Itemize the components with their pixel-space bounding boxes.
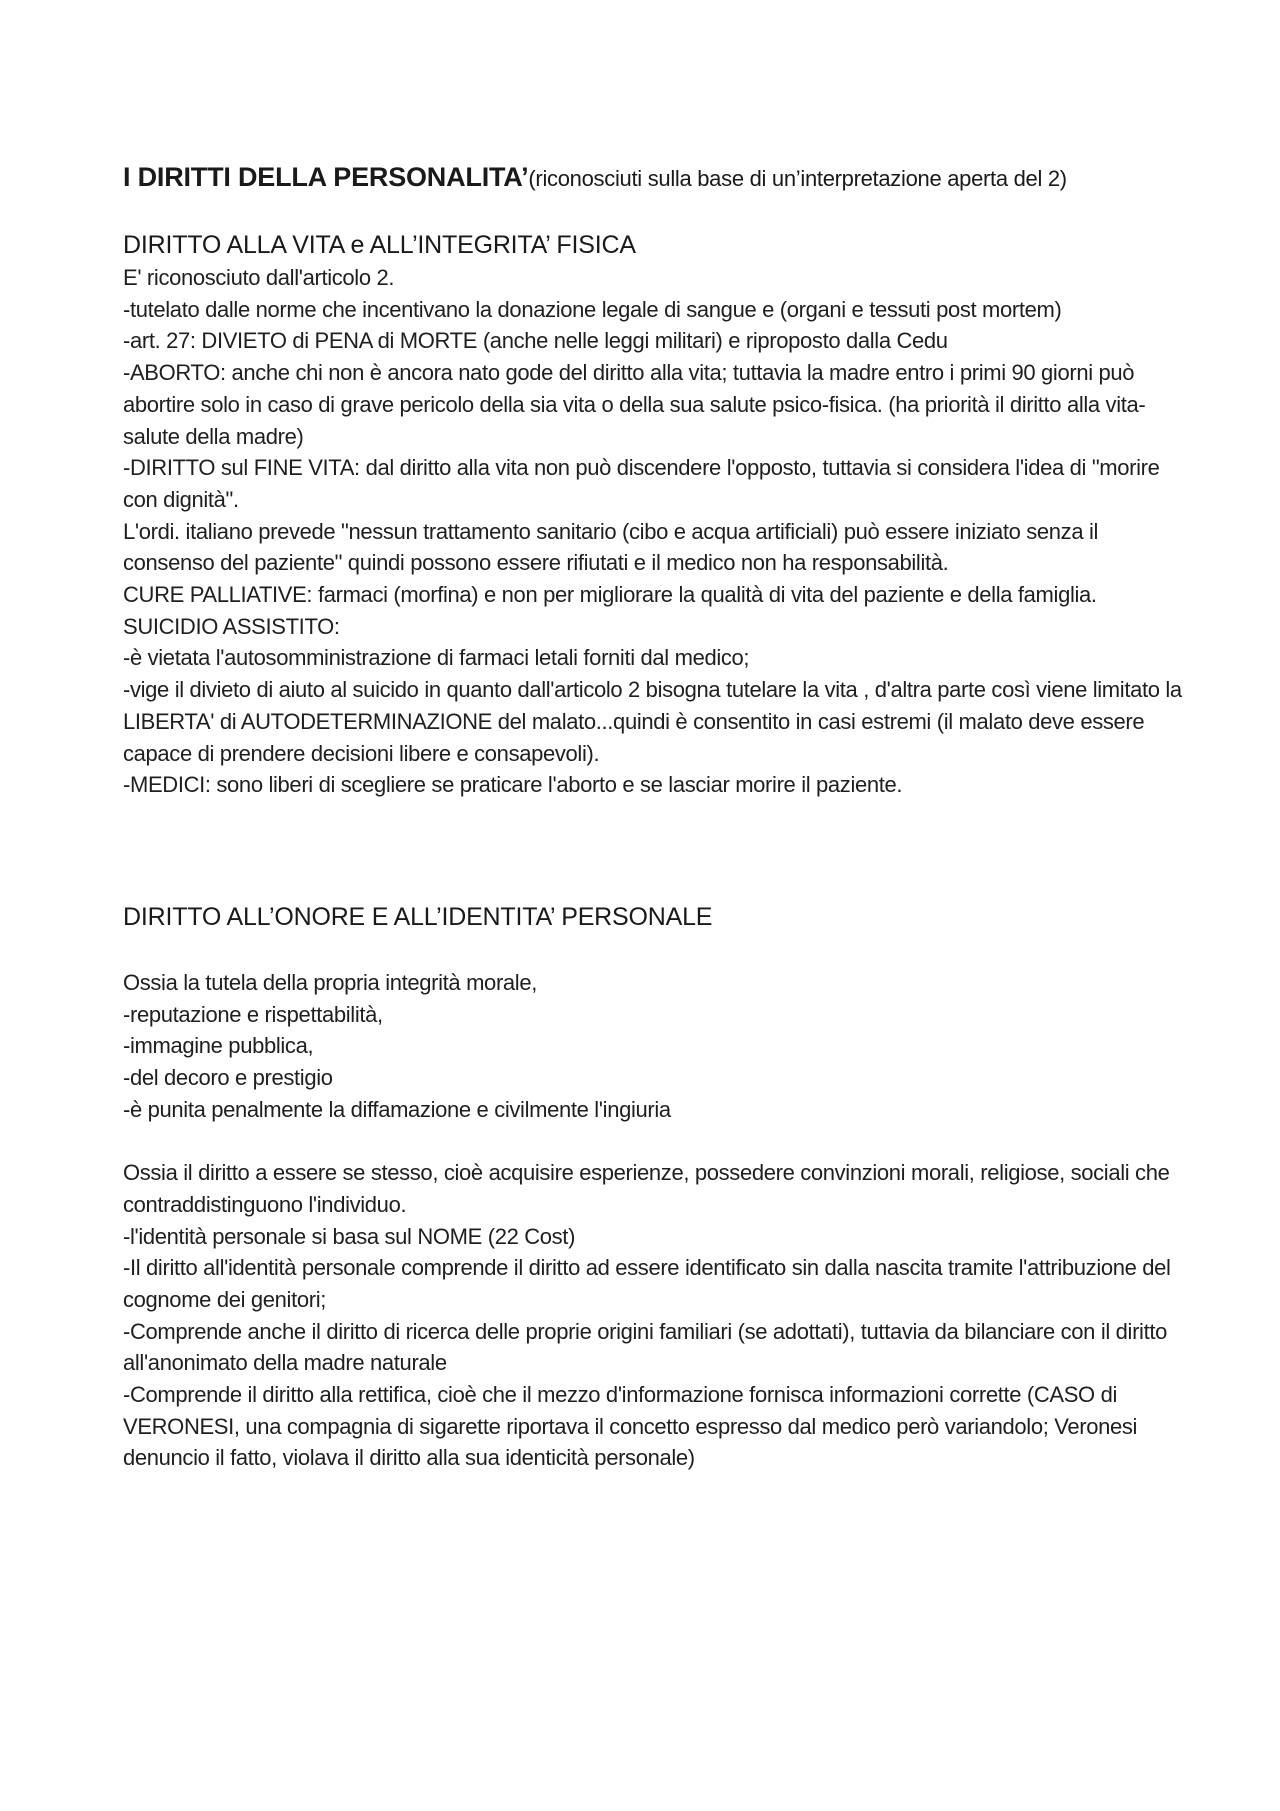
honor-block [123, 967, 1183, 1126]
section-honor-identity [123, 900, 1183, 1474]
paragraph: E' riconosciuto dall'articolo 2. [123, 265, 395, 290]
paragraph: -del decoro e prestigio [123, 1065, 333, 1091]
identity-block [123, 1157, 1183, 1474]
title-main: I DIRITTI DELLA PERSONALITA’ [123, 162, 529, 192]
paragraph: L'ordi. italiano prevede "nessun trattamento sanitario (cibo e acqua artificiali) può essere iniziato senza il consenso del paziente" quindi possono essere rifiutati e il medico non ha responsabilità. [123, 518, 1099, 576]
paragraph: -immagine pubblica, [123, 1033, 314, 1059]
paragraph: -vige il divieto di aiuto al suicido in quanto dall'articolo 2 bisogna tutelare la vita , d'altra parte così viene limitato la LIBERTA' di AUTODETERMINAZIONE del malato...quindi è consentito in casi estremi (il malato deve essere capace di prendere decisioni libere e consapevoli). [123, 677, 1182, 766]
paragraph: -è vietata l'autosomministrazione di farmaci letali forniti dal medico; [123, 645, 750, 671]
paragraph: -Comprende anche il diritto di ricerca delle proprie origini familiari (se adottati), tuttavia da bilanciare con il diritto all'anonimato della madre naturale [123, 1318, 1168, 1376]
paragraph: -l'identità personale si basa sul NOME (22 Cost) [123, 1223, 576, 1249]
document-title [123, 158, 1183, 201]
paragraph: -DIRITTO sul FINE VITA: dal diritto alla vita non può discendere l'opposto, tuttavia si considera l'idea di "morire con dignità". [123, 455, 1160, 512]
section-right-to-life [123, 228, 1183, 801]
paragraph: -è punita penalmente la diffamazione e civilmente l'ingiuria [123, 1096, 671, 1122]
section-heading-honor: DIRITTO ALL’ONORE E ALL’IDENTITA’ PERSONALE [123, 902, 713, 931]
paragraph: CURE PALLIATIVE: farmaci (morfina) e non per migliorare la qualità di vita del paziente e della famiglia. [123, 582, 1097, 608]
paragraph: -art. 27: DIVIETO di PENA di MORTE (anche nelle leggi militari) e riproposto dalla Cedu [123, 328, 948, 354]
paragraph: -ABORTO: anche chi non è ancora nato gode del diritto alla vita; tuttavia la madre entro i primi 90 giorni può abortire solo in caso di grave pericolo della sia vita o della sua salute psico-fisica. (ha priorità il diritto alla vita-salute della madre) [123, 360, 1146, 449]
document-body [123, 158, 1183, 1474]
paragraph: -Il diritto all'identità personale comprende il diritto ad essere identificato sin dalla nascita tramite l'attribuzione del cognome dei genitori; [123, 1255, 1171, 1312]
paragraph: SUICIDIO ASSISTITO: [123, 613, 340, 639]
title-subtitle: (riconosciuti sulla base di un’interpretazione aperta del 2) [528, 166, 1067, 191]
section-heading-life: DIRITTO ALLA VITA e ALL’INTEGRITA’ FISICA [123, 231, 636, 259]
paragraph: -Comprende il diritto alla rettifica, cioè che il mezzo d'informazione fornisca informazioni corrette (CASO di VERONESI, una compagnia di sigarette riportava il concetto espresso dal medico però variandolo; Veronesi denuncio il fatto, violava il diritto alla sua identicità personale) [123, 1382, 1138, 1471]
paragraph: -reputazione e rispettabilità, [123, 1001, 383, 1027]
paragraph: -tutelato dalle norme che incentivano la donazione legale di sangue e (organi e tessuti post mortem) [123, 296, 1062, 322]
paragraph: Ossia il diritto a essere se stesso, cioè acquisire esperienze, possedere convinzioni morali, religiose, sociali che contraddistinguono l'individuo. [123, 1160, 1170, 1217]
paragraph: Ossia la tutela della propria integrità morale, [123, 969, 537, 995]
paragraph: -MEDICI: sono liberi di scegliere se praticare l'aborto e se lasciar morire il paziente. [123, 772, 903, 798]
